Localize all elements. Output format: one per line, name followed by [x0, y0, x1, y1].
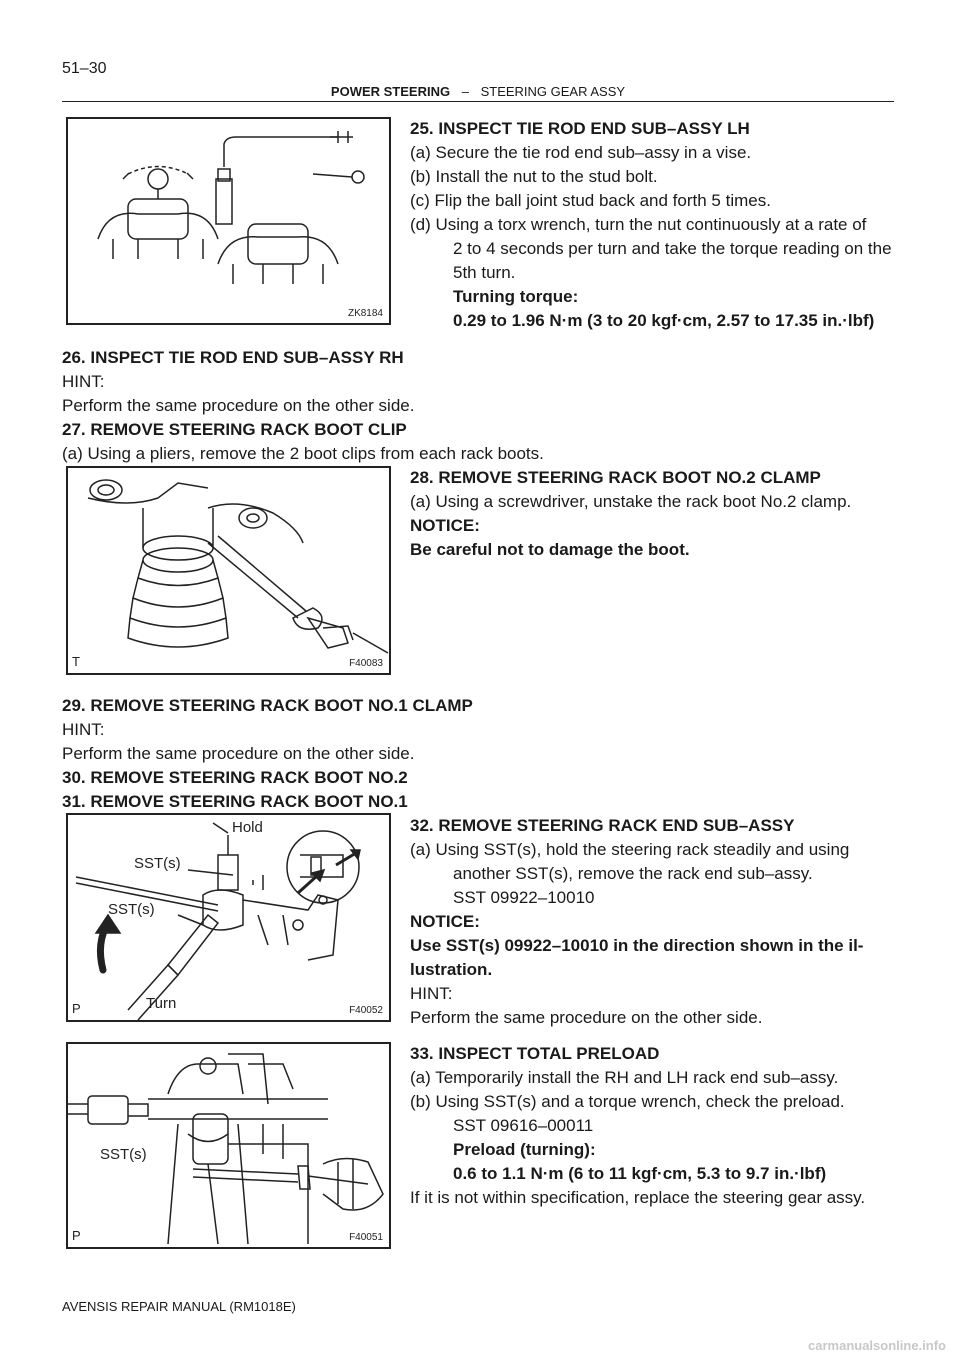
label-sst-upper: SST(s): [134, 855, 181, 872]
step-28-notice-text: Be careful not to damage the boot.: [410, 540, 690, 559]
figure-rack-end-removal: [66, 813, 391, 1022]
step-33-title: 33. INSPECT TOTAL PRELOAD: [410, 1044, 660, 1063]
figure-rack-boot-clamp: [66, 466, 391, 675]
step-27-a: (a) Using a pliers, remove the 2 boot clips from each rack boots.: [62, 444, 544, 463]
step-33-closing: If it is not within specification, replace the steering gear assy.: [410, 1188, 866, 1207]
figure-corner-mark: T: [72, 654, 80, 669]
step-33-sst: SST 09616–00011: [453, 1116, 594, 1135]
figure-tie-rod-end-inspection: [66, 117, 391, 325]
step-25-a: (a) Secure the tie rod end sub–assy in a vise.: [410, 143, 752, 162]
step-28-a: (a) Using a screwdriver, unstake the rack boot No.2 clamp.: [410, 492, 852, 511]
step-32-hint-text: Perform the same procedure on the other side.: [410, 1008, 763, 1027]
footer-manual-title: AVENSIS REPAIR MANUAL (RM1018E): [62, 1299, 296, 1314]
step-32-notice-line2: lustration.: [410, 960, 493, 979]
step-32-notice: NOTICE:: [410, 912, 480, 931]
step-31-title: 31. REMOVE STEERING RACK BOOT NO.1: [62, 792, 408, 811]
step-29-hint-text: Perform the same procedure on the other side.: [62, 744, 415, 763]
figure-code: ZK8184: [347, 308, 383, 319]
rack-boot-illustration: [68, 468, 389, 673]
step-32-a-line1: (a) Using SST(s), hold the steering rack steadily and using: [410, 840, 850, 859]
header-rule: [62, 101, 894, 102]
figure-corner-mark: P: [72, 1001, 81, 1016]
section-header: [62, 84, 894, 99]
figure-total-preload: [66, 1042, 391, 1249]
step-25-d-line3: 5th turn.: [453, 263, 516, 282]
figure-code: F40051: [349, 1232, 383, 1243]
step-26-hint-text: Perform the same procedure on the other side.: [62, 396, 415, 415]
turning-torque-label: Turning torque:: [453, 287, 579, 306]
step-25-b: (b) Install the nut to the stud bolt.: [410, 167, 658, 186]
turning-torque-value: 0.29 to 1.96 N·m (3 to 20 kgf·cm, 2.57 to 17.35 in.·lbf): [453, 311, 875, 330]
page-number: 51–30: [62, 60, 107, 77]
step-25-c: (c) Flip the ball joint stud back and forth 5 times.: [410, 191, 771, 210]
header-separator: –: [461, 84, 469, 99]
figure-code: F40052: [349, 1005, 383, 1016]
step-32-notice-line1: Use SST(s) 09922–10010 in the direction shown in the il-: [410, 936, 864, 955]
step-27-title: 27. REMOVE STEERING RACK BOOT CLIP: [62, 420, 407, 439]
label-sst: SST(s): [100, 1146, 147, 1163]
step-32-title: 32. REMOVE STEERING RACK END SUB–ASSY: [410, 816, 795, 835]
subsection-title: STEERING GEAR ASSY: [480, 84, 626, 99]
step-28-notice: NOTICE:: [410, 516, 480, 535]
step-32-a-line2: another SST(s), remove the rack end sub–assy.: [453, 864, 813, 883]
step-29-title: 29. REMOVE STEERING RACK BOOT NO.1 CLAMP: [62, 696, 473, 715]
watermark: carmanualsonline.info: [808, 1338, 946, 1353]
step-26-title: 26. INSPECT TIE ROD END SUB–ASSY RH: [62, 348, 404, 367]
tie-rod-end-illustration: [68, 119, 389, 323]
step-25-d-line1: (d) Using a torx wrench, turn the nut continuously at a rate of: [410, 215, 867, 234]
step-28-title: 28. REMOVE STEERING RACK BOOT NO.2 CLAMP: [410, 468, 821, 487]
step-25-title: 25. INSPECT TIE ROD END SUB–ASSY LH: [410, 119, 750, 138]
section-title: POWER STEERING: [330, 84, 451, 99]
step-30-title: 30. REMOVE STEERING RACK BOOT NO.2: [62, 768, 408, 787]
step-32-sst: SST 09922–10010: [453, 888, 595, 907]
step-33-a: (a) Temporarily install the RH and LH rack end sub–assy.: [410, 1068, 839, 1087]
label-turn: Turn: [146, 995, 177, 1012]
figure-corner-mark: P: [72, 1228, 81, 1243]
label-hold: Hold: [232, 819, 263, 836]
label-sst-lower: SST(s): [108, 901, 155, 918]
preload-value: 0.6 to 1.1 N·m (6 to 11 kgf·cm, 5.3 to 9.7 in.·lbf): [453, 1164, 827, 1183]
figure-code: F40083: [349, 658, 383, 669]
step-32-hint: HINT:: [410, 984, 453, 1003]
preload-label: Preload (turning):: [453, 1140, 596, 1159]
step-25-d-line2: 2 to 4 seconds per turn and take the torque reading on the: [453, 239, 892, 258]
step-33-b: (b) Using SST(s) and a torque wrench, check the preload.: [410, 1092, 845, 1111]
step-29-hint: HINT:: [62, 720, 105, 739]
step-26-hint: HINT:: [62, 372, 105, 391]
